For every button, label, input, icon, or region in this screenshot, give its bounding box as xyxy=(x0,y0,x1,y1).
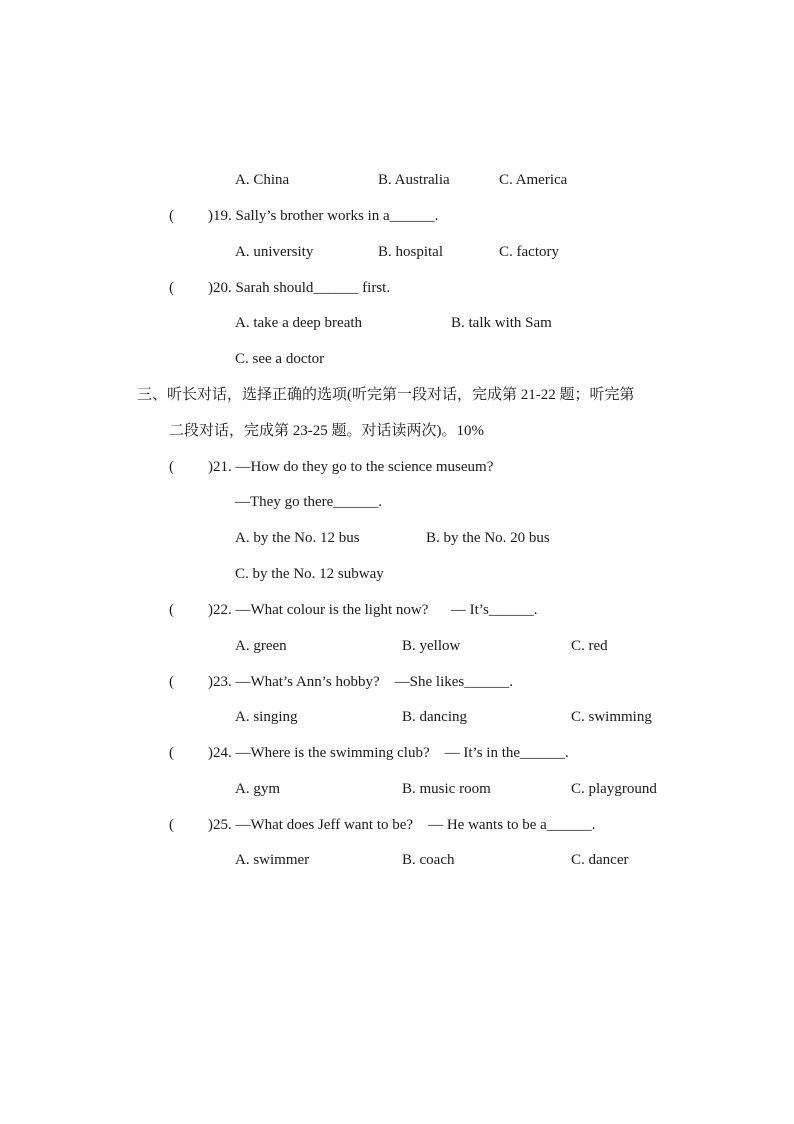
q21-question: )21. —How do they go to the science museum? xyxy=(208,459,494,475)
q22-option-c: C. red xyxy=(571,638,608,654)
q23-answer-paren: ( xyxy=(169,674,174,690)
q25-option-c: C. dancer xyxy=(571,852,629,868)
q18-option-c: C. America xyxy=(499,172,568,188)
q22-option-b: B. yellow xyxy=(402,638,461,654)
q25-question: )25. —What does Jeff want to be? — He wants to be a______. xyxy=(208,817,596,833)
section-3-instruction-line2: 二段对话，完成第 23-25 题。对话读两次)。10% xyxy=(169,423,484,439)
q19-option-b: B. hospital xyxy=(378,244,444,260)
q19-option-c: C. factory xyxy=(499,244,559,260)
q19-question: )19. Sally’s brother works in a______. xyxy=(208,208,439,224)
q24-answer-paren: ( xyxy=(169,745,174,761)
q23-option-a: A. singing xyxy=(235,709,298,725)
q25-option-b: B. coach xyxy=(402,852,455,868)
q20-option-b: B. talk with Sam xyxy=(451,315,552,331)
section-3-instruction-line1: 三、听长对话，选择正确的选项(听完第一段对话，完成第 21-22 题；听完第 xyxy=(137,387,635,403)
q22-answer-paren: ( xyxy=(169,602,174,618)
q18-option-a: A. China xyxy=(235,172,290,188)
q19-option-a: A. university xyxy=(235,244,314,260)
q20-option-c: C. see a doctor xyxy=(235,351,325,367)
q21-answer-line: —They go there______. xyxy=(235,494,383,510)
q21-answer-paren: ( xyxy=(169,459,174,475)
q20-question: )20. Sarah should______ first. xyxy=(208,280,391,296)
q22-question: )22. —What colour is the light now? — It’s______. xyxy=(208,602,538,618)
q23-option-c: C. swimming xyxy=(571,709,652,725)
q20-answer-paren: ( xyxy=(169,280,174,296)
q21-option-b: B. by the No. 20 bus xyxy=(426,530,550,546)
q23-question: )23. —What’s Ann’s hobby? —She likes______. xyxy=(208,674,513,690)
q25-answer-paren: ( xyxy=(169,817,174,833)
q24-question: )24. —Where is the swimming club? — It’s in the______. xyxy=(208,745,569,761)
q25-option-a: A. swimmer xyxy=(235,852,310,868)
q20-option-a: A. take a deep breath xyxy=(235,315,363,331)
q22-option-a: A. green xyxy=(235,638,287,654)
q21-option-a: A. by the No. 12 bus xyxy=(235,530,360,546)
q24-option-b: B. music room xyxy=(402,781,491,797)
q24-option-a: A. gym xyxy=(235,781,280,797)
q19-answer-paren: ( xyxy=(169,208,174,224)
q24-option-c: C. playground xyxy=(571,781,657,797)
q21-option-c: C. by the No. 12 subway xyxy=(235,566,384,582)
q23-option-b: B. dancing xyxy=(402,709,467,725)
q18-option-b: B. Australia xyxy=(378,172,450,188)
